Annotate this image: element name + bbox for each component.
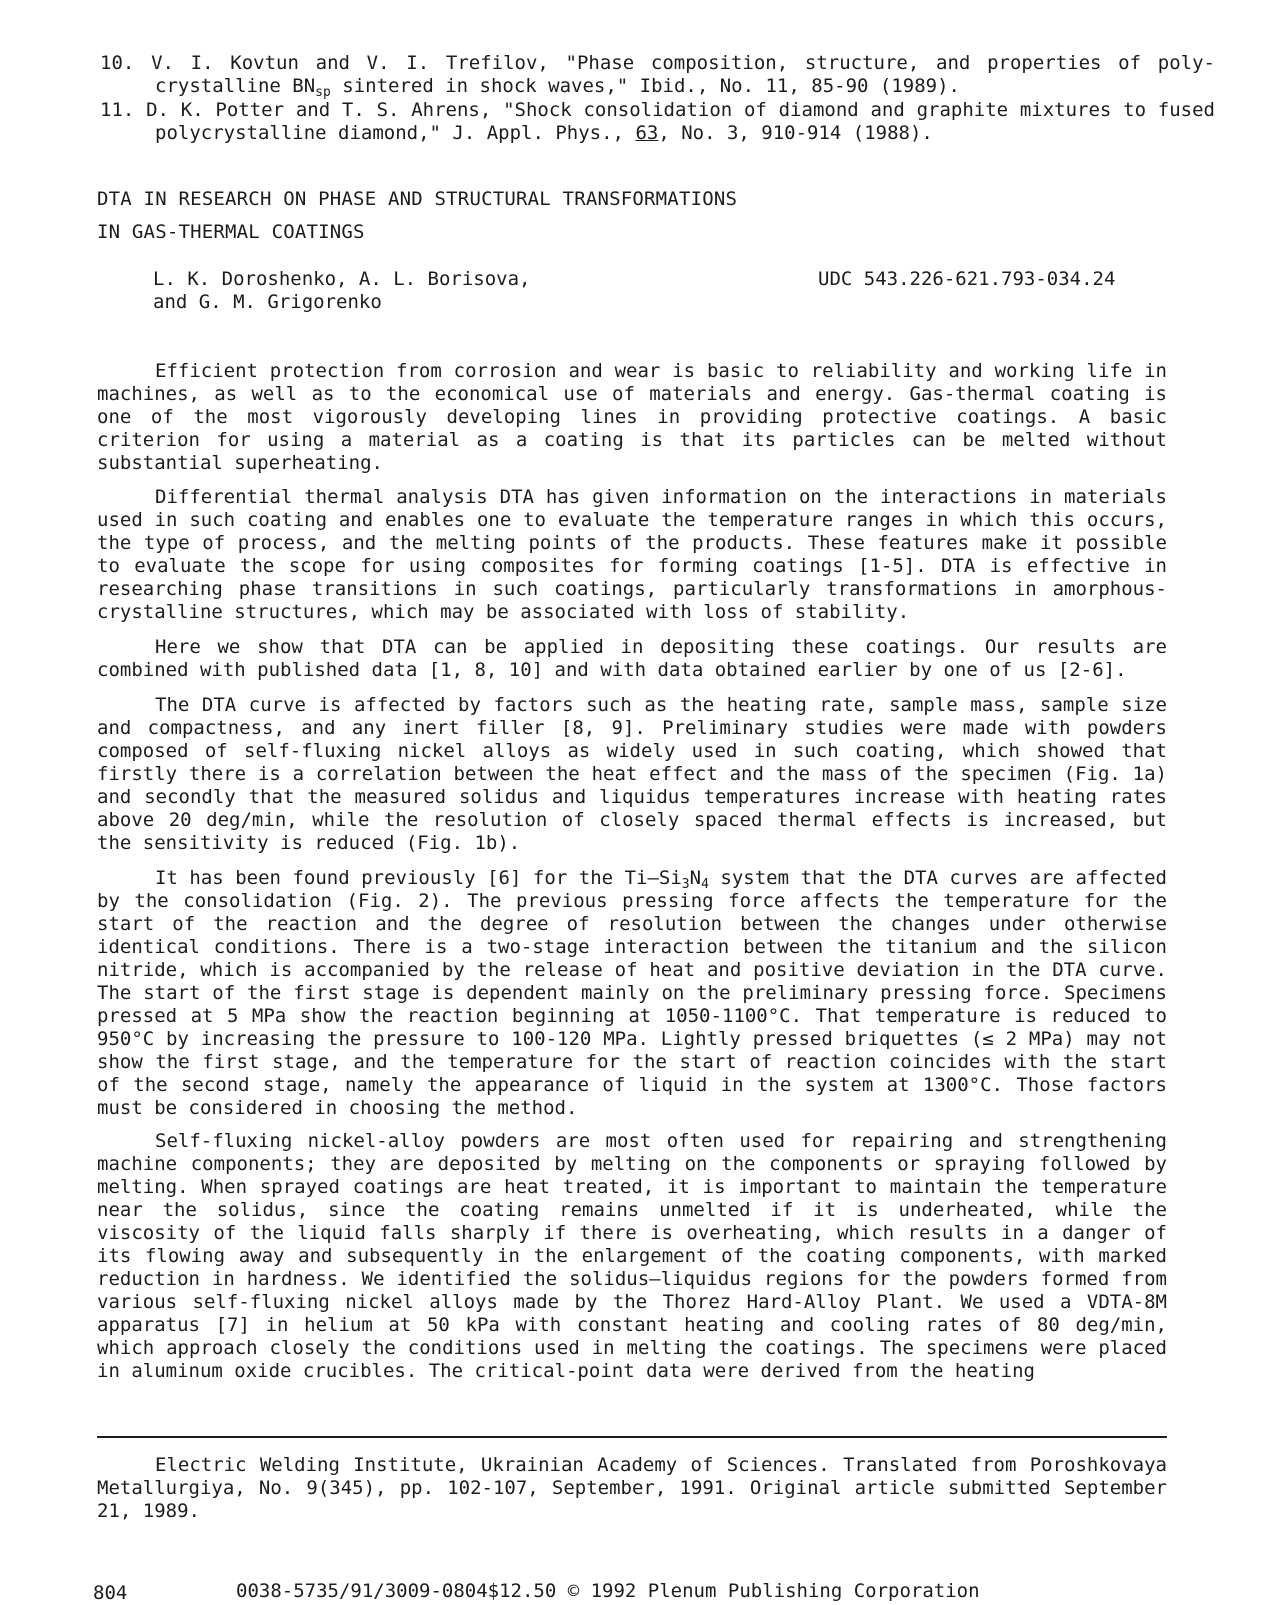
reference-text-end: sintered in shock waves," Ibid., No. 11, 85-90 (1989). [330, 75, 960, 97]
authors-line-2: and G. M. Grigorenko [153, 291, 382, 313]
paragraph-5-start: It has been found previously [6] for the Ti–Si [155, 867, 682, 889]
page-number: 804 [93, 1582, 128, 1604]
reference-text: D. K. Potter and T. S. Ahrens, "Shock consolidation of diamond and graphite mixtures to fused polycrystalline diamond," J. Appl. Phys., [146, 99, 1215, 144]
volume-number: 63 [635, 122, 659, 144]
paragraph-4: The DTA curve is affected by factors such as the heating rate, sample mass, sample size and compactness, and any inert filler [8, 9]. Preliminary studies were made with powders composed of self-fluxing nickel alloys as widely used in such coating, which showed that firstly there is a correlation between the heat effect and the mass of the specimen (Fig. 1a) and secondly that the measured solidus and liquidus temperatures increase with heating rates above 20 deg/min, while the resolution of closely spaced thermal effects is increased, but the sensitivity is reduced (Fig. 1b). [97, 694, 1167, 854]
reference-number: 10. [100, 52, 135, 74]
article-title-line-2: IN GAS-THERMAL COATINGS [97, 221, 365, 243]
authors-line-1: L. K. Doroshenko, A. L. Borisova, [153, 268, 531, 290]
paragraph-3: Here we show that DTA can be applied in depositing these coatings. Our results are combined with published data [1, 8, 10] and with data obtained earlier by one of us [2-6]. [97, 636, 1167, 681]
reference-text-end: , No. 3, 910-914 (1988). [658, 122, 933, 144]
copyright-line: 0038-5735/91/3009-0804$12.50 © 1992 Plenum Publishing Corporation [236, 1580, 980, 1602]
udc-code: UDC 543.226-621.793-034.24 [818, 268, 1116, 290]
subscript: sp [315, 85, 331, 100]
subscript: 3 [681, 877, 690, 892]
reference-11 [100, 99, 1215, 145]
reference-text: V. I. Kovtun and V. I. Trefilov, "Phase composition, structure, and properties of poly-crystalline BN [151, 52, 1215, 97]
footnote-divider [97, 1436, 1167, 1438]
paragraph-5-rest: system that the DTA curves are affected by the consolidation (Fig. 2). The previous pressing force affects the temperature for the start of the reaction and the degree of resolution between the changes under otherwise identical conditions. There is a two-stage interaction between the titanium and the silicon nitride, which is accompanied by the release of heat and positive deviation in the DTA curve. The start of the first stage is dependent mainly on the preliminary pressing force. Specimens pressed at 5 MPa show the reaction beginning at 1050-1100°C. That temperature is reduced to 950°C by increasing the pressure to 100-120 MPa. Lightly pressed briquettes (≤ 2 MPa) may not show the first stage, and the temperature for the start of reaction coincides with the start of the second stage, namely the appearance of liquid in the system at 1300°C. Those factors must be considered in choosing the method. [97, 867, 1167, 1119]
subscript: 4 [701, 877, 709, 892]
reference-10 [100, 52, 1215, 98]
paragraph-6: Self-fluxing nickel-alloy powders are most often used for repairing and strengthening machine components; they are deposited by melting on the components or spraying followed by melting. When sprayed coatings are heat treated, it is important to maintain the temperature near the solidus, since the coating remains unmelted if it is underheated, while the viscosity of the liquid falls sharply if there is overheating, which results in a danger of its flowing away and subsequently in the enlargement of the coating components, with marked reduction in hardness. We identified the solidus–liquidus regions for the powders formed from various self-fluxing nickel alloys made by the Thorez Hard-Alloy Plant. We used a VDTA-8M apparatus [7] in helium at 50 kPa with constant heating and cooling rates of 80 deg/min, which approach closely the conditions used in melting the coatings. The specimens were placed in aluminum oxide crucibles. The critical-point data were derived from the heating [97, 1130, 1167, 1382]
paragraph-2: Differential thermal analysis DTA has given information on the interactions in materials used in such coating and enables one to evaluate the temperature ranges in which this occurs, the type of process, and the melting points of the products. These features make it possible to evaluate the scope for using composites for forming coatings [1-5]. DTA is effective in researching phase transitions in such coatings, particularly transformations in amorphous-crystalline structures, which may be associated with loss of stability. [97, 486, 1167, 623]
authors-block [153, 268, 553, 314]
paragraph-1: Efficient protection from corrosion and wear is basic to reliability and working life in machines, as well as to the economical use of materials and energy. Gas-thermal coating is one of the most vigorously developing lines in providing protective coatings. A basic criterion for using a material as a coating is that its particles can be melted without substantial superheating. [97, 360, 1167, 474]
reference-number: 11. [100, 99, 135, 121]
article-title-line-1: DTA IN RESEARCH ON PHASE AND STRUCTURAL TRANSFORMATIONS [97, 188, 738, 210]
affiliation-footnote: Electric Welding Institute, Ukrainian Academy of Sciences. Translated from Poroshkovaya Metallurgiya, No. 9(345), pp. 102-107, September, 1991. Original article submitted September 21, 1989. [97, 1454, 1167, 1522]
formula-n: N [689, 867, 702, 889]
paragraph-5 [97, 867, 1167, 1120]
